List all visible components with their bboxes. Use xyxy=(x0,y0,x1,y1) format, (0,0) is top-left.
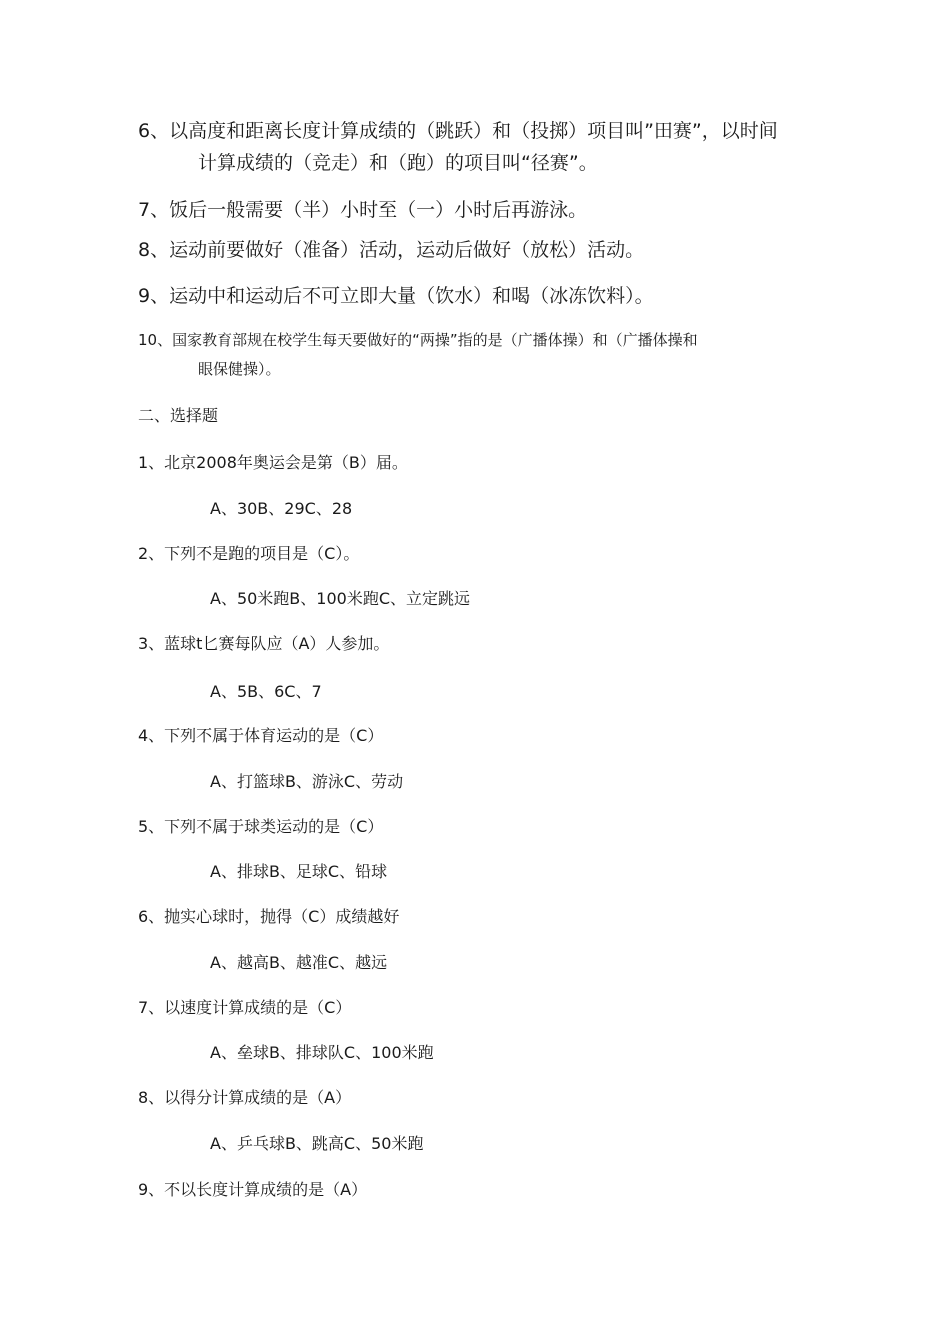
fill-question-9: 9、运动中和运动后不可立即大量（饮水）和喝（冰冻饮料）。 xyxy=(138,285,654,307)
choice-options-1: A、30B、29C、28 xyxy=(210,499,353,518)
choice-question-7: 7、以速度计算成绩的是（C） xyxy=(138,998,352,1017)
fill-question-6-line1: 6、以高度和距离长度计算成绩的（跳跃）和（投掷）项目叫”田赛”，以时间 xyxy=(138,120,778,142)
choice-options-5: A、排球B、足球C、铅球 xyxy=(210,862,388,881)
choice-question-2: 2、下列不是跑的项目是（C）。 xyxy=(138,544,360,563)
choice-options-3: A、5B、6C、7 xyxy=(210,682,322,701)
section-title: 二、选择题 xyxy=(138,406,219,425)
choice-question-3: 3、蓝球t匕赛每队应（A）人参加。 xyxy=(138,634,390,653)
choice-options-4: A、打篮球B、游泳C、劳动 xyxy=(210,772,404,791)
fill-question-7: 7、饭后一般需要（半）小时至（一）小时后再游泳。 xyxy=(138,199,588,221)
choice-question-4: 4、下列不属于体育运动的是（C） xyxy=(138,726,384,745)
choice-question-5: 5、下列不属于球类运动的是（C） xyxy=(138,817,384,836)
fill-question-10-line1: 10、国家教育部规在校学生每天要做好的“两操”指的是（广播体操）和（广播体操和 xyxy=(138,331,698,349)
choice-options-8: A、乒乓球B、跳高C、50米跑 xyxy=(210,1134,424,1153)
choice-question-8: 8、以得分计算成绩的是（A） xyxy=(138,1088,352,1107)
fill-question-6-line2: 计算成绩的（竞走）和（跑）的项目叫“径赛”。 xyxy=(198,152,598,174)
fill-question-8: 8、运动前要做好（准备）活动，运动后做好（放松）活动。 xyxy=(138,239,645,261)
choice-options-6: A、越高B、越准C、越远 xyxy=(210,953,388,972)
choice-question-6: 6、抛实心球时，抛得（C）成绩越好 xyxy=(138,907,400,926)
choice-options-2: A、50米跑B、100米跑C、立定跳远 xyxy=(210,589,470,608)
choice-question-9: 9、不以长度计算成绩的是（A） xyxy=(138,1180,368,1199)
fill-question-10-line2: 眼保健操）。 xyxy=(198,360,281,378)
choice-question-1: 1、北京2008年奥运会是第（B）届。 xyxy=(138,453,408,472)
choice-options-7: A、垒球B、排球队C、100米跑 xyxy=(210,1043,434,1062)
